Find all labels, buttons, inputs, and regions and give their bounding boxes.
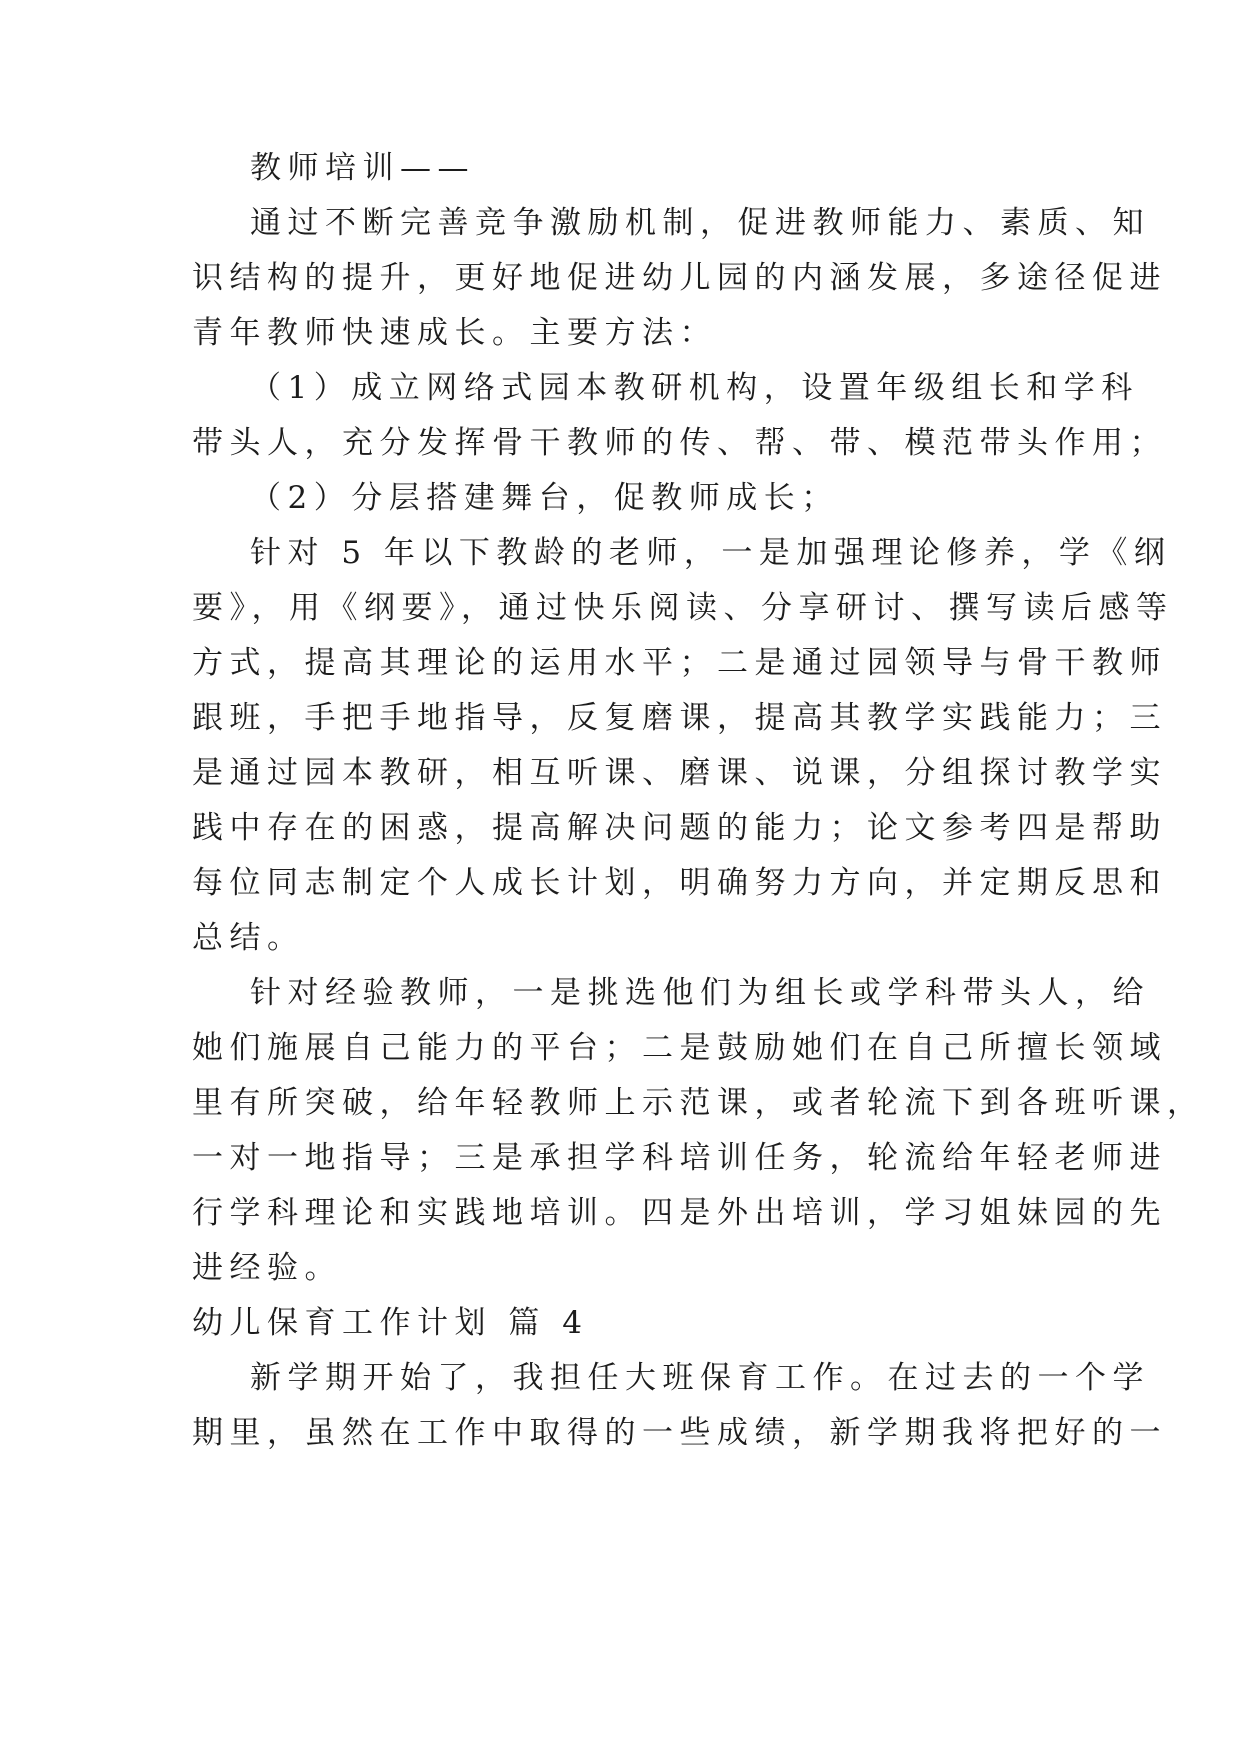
text-line: 带头人，充分发挥骨干教师的传、帮、带、模范带头作用； [192, 425, 1167, 461]
text-line: 她们施展自己能力的平台；二是鼓励她们在自己所擅长领域 [192, 1030, 1167, 1066]
text-line: 是通过园本教研，相互听课、磨课、说课，分组探讨教学实 [192, 755, 1167, 791]
text-line: 教师培训—— [250, 150, 475, 186]
text-line: 新学期开始了，我担任大班保育工作。在过去的一个学 [250, 1360, 1150, 1396]
text-line: 针对经验教师，一是挑选他们为组长或学科带头人，给 [250, 975, 1150, 1011]
text-line: （1）成立网络式园本教研机构，设置年级组长和学科 [250, 370, 1139, 406]
text-line: 青年教师快速成长。主要方法： [192, 315, 717, 351]
text-line: 进经验。 [192, 1250, 342, 1286]
text-line: 方式，提高其理论的运用水平；二是通过园领导与骨干教师 [192, 645, 1167, 681]
section-heading: 幼儿保育工作计划 篇 4 [192, 1305, 589, 1341]
text-line: 总结。 [192, 920, 305, 956]
text-line: 跟班，手把手地指导，反复磨课，提高其教学实践能力；三 [192, 700, 1167, 736]
text-line: 践中存在的困惑，提高解决问题的能力；论文参考四是帮助 [192, 810, 1167, 846]
text-line: 要》，用《纲要》，通过快乐阅读、分享研讨、撰写读后感等 [192, 590, 1174, 626]
text-line: 通过不断完善竞争激励机制，促进教师能力、素质、知 [250, 205, 1150, 241]
text-line: 识结构的提升，更好地促进幼儿园的内涵发展，多途径促进 [192, 260, 1167, 296]
text-line: 每位同志制定个人成长计划，明确努力方向，并定期反思和 [192, 865, 1167, 901]
text-line: 行学科理论和实践地培训。四是外出培训，学习姐妹园的先 [192, 1195, 1167, 1231]
text-line: 期里，虽然在工作中取得的一些成绩，新学期我将把好的一 [192, 1415, 1167, 1451]
text-line: 针对 5 年以下教龄的老师，一是加强理论修养，学《纲 [250, 535, 1172, 571]
text-line: （2）分层搭建舞台，促教师成长； [250, 480, 839, 516]
text-line: 一对一地指导；三是承担学科培训任务，轮流给年轻老师进 [192, 1140, 1167, 1176]
text-line: 里有所突破，给年轻教师上示范课，或者轮流下到各班听课， [192, 1085, 1205, 1121]
